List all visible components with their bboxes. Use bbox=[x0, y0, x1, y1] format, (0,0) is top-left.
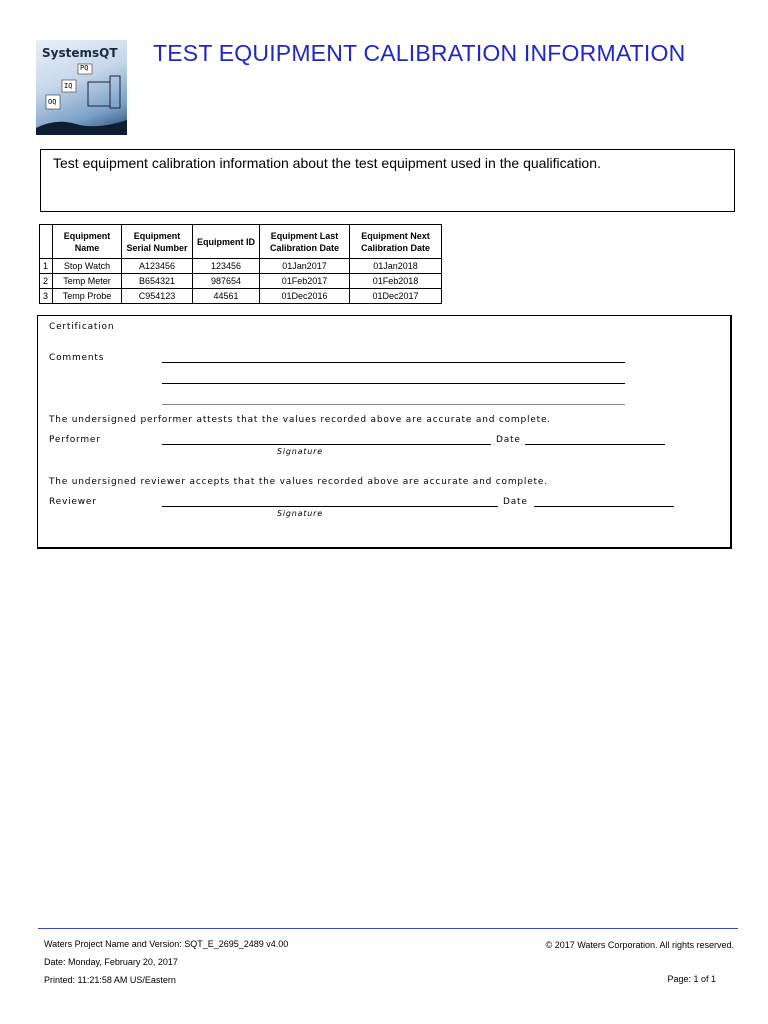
footer-page-number: Page: 1 of 1 bbox=[667, 974, 716, 984]
column-header-name: Equipment Name bbox=[53, 225, 122, 259]
page-title: TEST EQUIPMENT CALIBRATION INFORMATION bbox=[153, 40, 686, 66]
last-calibration-cell: 01Jan2017 bbox=[260, 259, 350, 274]
next-calibration-cell: 01Feb2018 bbox=[350, 274, 442, 289]
column-header-id: Equipment ID bbox=[193, 225, 260, 259]
performer-statement: The undersigned performer attests that the values recorded above are accurate and complete. bbox=[49, 415, 551, 425]
comments-label: Comments bbox=[49, 353, 105, 363]
comments-line-2[interactable] bbox=[162, 383, 625, 384]
logo-pq-label: PQ bbox=[80, 64, 89, 72]
certification-section bbox=[37, 315, 732, 549]
column-header-serial: Equipment Serial Number bbox=[122, 225, 193, 259]
reviewer-date-label: Date bbox=[503, 497, 528, 507]
performer-signature-caption: Signature bbox=[277, 447, 323, 456]
reviewer-signature-caption: Signature bbox=[277, 509, 323, 518]
equipment-table bbox=[39, 224, 442, 304]
equipment-name-cell: Stop Watch bbox=[53, 259, 122, 274]
column-header-number bbox=[40, 225, 53, 259]
table-row bbox=[40, 274, 442, 289]
last-calibration-cell: 01Dec2016 bbox=[260, 289, 350, 304]
table-row bbox=[40, 259, 442, 274]
logo-oq-label: OQ bbox=[48, 98, 57, 106]
comments-line-3[interactable] bbox=[162, 404, 625, 405]
reviewer-date-line[interactable] bbox=[534, 506, 674, 507]
footer-printed: Printed: 11:21:58 AM US/Eastern bbox=[44, 975, 176, 985]
next-calibration-cell: 01Jan2018 bbox=[350, 259, 442, 274]
row-number: 3 bbox=[40, 289, 53, 304]
last-calibration-cell: 01Feb2017 bbox=[260, 274, 350, 289]
equipment-id-cell: 987654 bbox=[193, 274, 260, 289]
systemsqt-logo bbox=[36, 40, 127, 135]
logo-iq-label: IQ bbox=[64, 82, 73, 90]
performer-date-label: Date bbox=[496, 435, 521, 445]
table-header-row bbox=[40, 225, 442, 259]
performer-label: Performer bbox=[49, 435, 101, 445]
equipment-name-cell: Temp Probe bbox=[53, 289, 122, 304]
column-header-last-calibration: Equipment Last Calibration Date bbox=[260, 225, 350, 259]
equipment-id-cell: 44561 bbox=[193, 289, 260, 304]
performer-date-line[interactable] bbox=[525, 444, 665, 445]
reviewer-statement: The undersigned reviewer accepts that the values recorded above are accurate and complete. bbox=[49, 477, 548, 487]
row-number: 2 bbox=[40, 274, 53, 289]
equipment-id-cell: 123456 bbox=[193, 259, 260, 274]
next-calibration-cell: 01Dec2017 bbox=[350, 289, 442, 304]
certification-heading: Certification bbox=[49, 322, 115, 332]
performer-signature-line[interactable] bbox=[162, 444, 491, 445]
table-row bbox=[40, 289, 442, 304]
serial-number-cell: C954123 bbox=[122, 289, 193, 304]
intro-box bbox=[40, 149, 735, 212]
equipment-name-cell: Temp Meter bbox=[53, 274, 122, 289]
footer-copyright: © 2017 Waters Corporation. All rights reserved. bbox=[545, 940, 734, 950]
reviewer-signature-line[interactable] bbox=[162, 506, 498, 507]
serial-number-cell: B654321 bbox=[122, 274, 193, 289]
footer-date: Date: Monday, February 20, 2017 bbox=[44, 957, 178, 967]
column-header-next-calibration: Equipment Next Calibration Date bbox=[350, 225, 442, 259]
row-number: 1 bbox=[40, 259, 53, 274]
footer-divider bbox=[38, 928, 738, 929]
reviewer-label: Reviewer bbox=[49, 497, 97, 507]
footer-project: Waters Project Name and Version: SQT_E_2695_2489 v4.00 bbox=[44, 939, 289, 949]
serial-number-cell: A123456 bbox=[122, 259, 193, 274]
logo-text: SystemsQT bbox=[42, 46, 118, 60]
logo-graphic bbox=[36, 40, 127, 135]
intro-text: Test equipment calibration information about the test equipment used in the qualification. bbox=[53, 155, 601, 171]
comments-line-1[interactable] bbox=[162, 362, 625, 363]
